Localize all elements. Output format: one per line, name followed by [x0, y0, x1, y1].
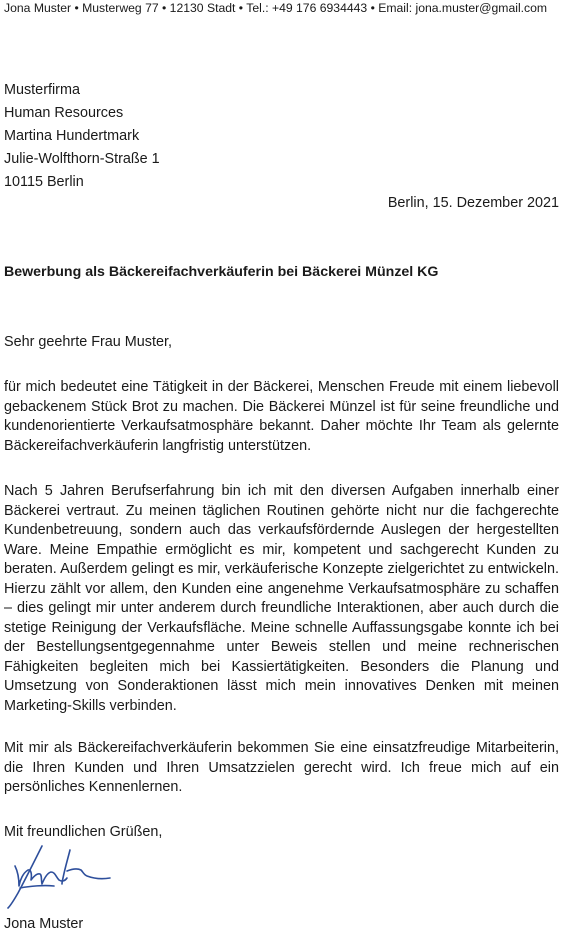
- recipient-contact-name: Martina Hundertmark: [4, 128, 140, 144]
- recipient-department: Human Resources: [4, 105, 124, 121]
- recipient-address-block: [4, 79, 160, 194]
- signature-ink: [8, 846, 110, 908]
- sender-contact-line: Jona Muster • Musterweg 77 • 12130 Stadt • Tel.: +49 176 6934443 • Email: jona.muster@gmail.com: [4, 1, 548, 15]
- recipient-street: Julie-Wolfthorn-Straße 1: [4, 151, 160, 167]
- letter-closing: Mit freundlichen Grüßen,: [4, 824, 163, 840]
- recipient-city: 10115 Berlin: [4, 174, 84, 190]
- body-paragraph-2: Nach 5 Jahren Berufserfahrung bin ich mit den diversen Aufgaben innerhalb einer Bäckerei vertraut. Zu meinen täglichen Routinen gehörte nicht nur die fachgerechte Kundenbetreuung, sondern auch das verkaufsfördernde Auslegen der hergestellten Ware. Meine Empathie ermöglicht es mir, kompetent und sachgerecht Kunden zu beraten. Außerdem gelingt es mir, verkäuferische Konzepte zielgerichtet zu entwickeln. Hierzu zählt vor allem, den Kunden eine angenehme Verkaufsatmosphäre zu schaffen – dies gelingt mir unter anderem durch freundliche Interaktionen, aber auch durch die stetige Reinigung der Verkaufsfläche. Meine schnelle Auffassungsgabe konnte ich bei der Bestellungsentgegennahme unter Beweis stellen und meine rechnerischen Fähigkeiten begleiten mich bei Kassiertätigkeiten. Besonders die Planung und Umsetzung von Sonderaktionen lässt mich mein innovatives Denken mit meinen Marketing-Skills verbinden.: [4, 483, 559, 714]
- recipient-company: Musterfirma: [4, 82, 80, 98]
- letter-salutation: Sehr geehrte Frau Muster,: [4, 334, 172, 350]
- signer-name: Jona Muster: [4, 916, 84, 932]
- body-paragraph-1: für mich bedeutet eine Tätigkeit in der Bäckerei, Menschen Freude mit einem liebevoll gebackenem Stück Brot zu machen. Die Bäckerei Münzel ist für seine freundliche und kundenorientierte Verkaufsatmosphäre bekannt. Daher möchte Ihr Team als gelernte Bäckereifachverkäuferin langfristig unterstützen.: [4, 379, 559, 454]
- handwritten-signature: [4, 842, 114, 910]
- body-paragraph-3: Mit mir als Bäckereifachverkäuferin bekommen Sie eine einsatzfreudige Mitarbeiterin, die Ihren Kunden und Ihren Umsatzzielen gerecht wird. Ich freue mich auf ein persönliches Kennenlernen.: [4, 740, 559, 795]
- letter-subject: Bewerbung als Bäckereifachverkäuferin bei Bäckerei Münzel KG: [4, 264, 439, 280]
- letter-date: Berlin, 15. Dezember 2021: [387, 195, 559, 211]
